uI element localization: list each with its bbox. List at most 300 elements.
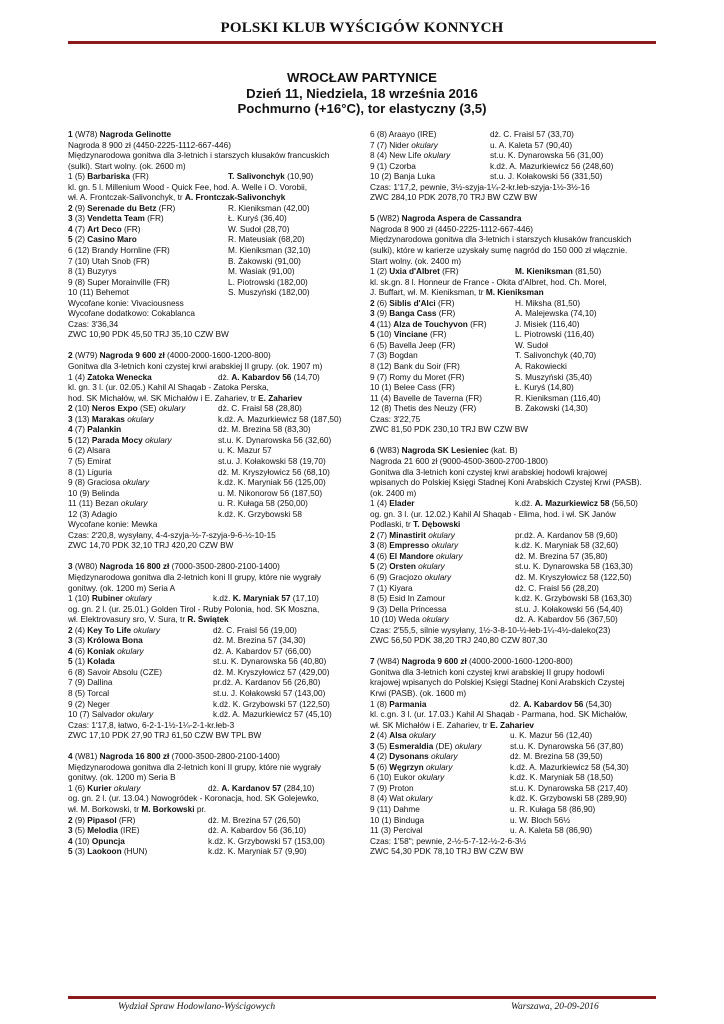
line-jockey: k.dż. A. Mazurkiewicz 58 (54,30): [510, 762, 629, 772]
line-text: 8 (5) Torcal: [68, 688, 110, 698]
line-text: ZWC 81,50 PDK 230,10 TRJ BW CZW BW: [370, 425, 529, 435]
line-jockey: pr.dż. A. Kardanov 58 (9,60): [515, 530, 618, 540]
line-jockey: H. Miksha (81,50): [515, 298, 581, 308]
line-jockey: k.dż. K. Grzybowski 58: [218, 509, 302, 519]
result-line: [68, 351, 358, 362]
result-line: [370, 162, 660, 173]
line-text: (sulki). Start wolny. (ok. 2600 m): [68, 161, 186, 171]
left-column: [68, 130, 358, 858]
line-text: 2 (7) Minastirit okulary: [370, 530, 455, 540]
line-jockey: dż. C. Fraisl 57 (33,70): [490, 130, 574, 139]
line-text: 9 (1) Czorba: [370, 161, 416, 171]
line-text: 3 (13) Marakas okulary: [68, 414, 154, 424]
line-jockey: dż. M. Kryszyłowicz 57 (429,00): [213, 667, 330, 677]
result-line: [370, 415, 660, 426]
line-jockey: k.dż. K. Maryniak 57 (17,10): [213, 594, 319, 604]
line-jockey: u. M. Nikonorow 56 (187,50): [218, 488, 323, 498]
line-text: 6 (2) Alsara: [68, 446, 111, 456]
line-text: 3 (W80) Nagroda 16 800 zł (7000-3500-2800-2100-1400): [68, 562, 280, 572]
line-jockey: st.u. K. Dynarowska 58 (217,40): [510, 783, 628, 793]
line-text: gonitwy. (ok. 1200 m) Seria A: [68, 583, 176, 593]
result-line: [68, 573, 358, 584]
result-line: [370, 489, 660, 500]
result-line: [370, 246, 660, 257]
line-text: 8 (1) Liguria: [68, 467, 113, 477]
result-line: [370, 700, 660, 711]
line-jockey: dż. A. Kardanov 57 (284,10): [208, 783, 315, 793]
line-text: 3 (8) Empresso okulary: [370, 541, 459, 551]
line-jockey: u. K. Mazur 57: [218, 446, 272, 456]
page-header-title: POLSKI KLUB WYŚCIGÓW KONNYCH: [220, 20, 504, 36]
line-jockey: u. K. Mazur 56 (12,40): [510, 731, 593, 741]
line-text: 8 (4) New Life okulary: [370, 151, 451, 161]
line-text: ZWC 56,50 PDK 38,20 TRJ 240,80 CZW 807,30: [370, 636, 548, 646]
line-text: 4 (6) Koniak okulary: [68, 646, 144, 656]
result-line: [370, 235, 660, 246]
result-line: [68, 489, 358, 500]
line-text: 10 (11) Behemot: [68, 288, 129, 298]
line-jockey: Ł. Kuryś (36,40): [228, 214, 287, 224]
line-jockey: k.dż. K. Grzybowski 57 (153,00): [208, 836, 325, 846]
result-line: [370, 615, 660, 626]
line-text: 5 (3) Laokoon (HUN): [68, 847, 148, 857]
result-line: [68, 731, 358, 742]
line-jockey: W. Sudoł (28,70): [228, 224, 290, 234]
result-line: [68, 668, 358, 679]
line-text: 10 (2) Banja Luka: [370, 172, 436, 182]
line-jockey: st.u. J. Kołakowski 56 (54,40): [515, 604, 623, 614]
right-column: [370, 130, 660, 858]
line-jockey: k.dż. A. Mazurkiewicz 57 (45,10): [213, 710, 332, 720]
line-text: Czas: 2'20,8, wysyłany, 4-4-szyja-½-7-szyja-9-6-½-10-15: [68, 530, 276, 540]
line-jockey: u. A. Kaleta 57 (90,40): [490, 140, 573, 150]
line-text: 10 (10) Weda okulary: [370, 615, 449, 625]
result-line: [68, 752, 358, 763]
result-line: [370, 478, 660, 489]
line-jockey: dż. A. Kabardov 57 (66,00): [213, 646, 312, 656]
result-line: [68, 257, 358, 268]
result-line: [370, 678, 660, 689]
result-line: [68, 183, 358, 194]
line-text: 6 (8) Savoir Absolu (CZE): [68, 667, 162, 677]
result-line: [370, 141, 660, 152]
line-jockey: st.u. K. Dynarowska 56 (40,80): [213, 657, 327, 667]
result-line: [370, 404, 660, 415]
line-text: Międzynarodowa gonitwa dla 2-letnich koni II grupy, które nie wygrały: [68, 762, 321, 772]
line-text: 8 (1) Buzyrys: [68, 267, 117, 277]
line-text: 10 (1) Belee Cass (FR): [370, 383, 455, 393]
line-text: Nagroda 8 900 zł (4450-2225-1112-667-446): [68, 140, 231, 150]
result-line: [68, 394, 358, 405]
result-line: [68, 615, 358, 626]
line-text: 2 (6) Siblis d'Alci (FR): [370, 298, 455, 308]
result-line: [68, 773, 358, 784]
result-line: [370, 394, 660, 405]
line-jockey: st.u. K. Dynarowska 56 (31,00): [490, 151, 604, 161]
line-text: 11 (4) Bavelle de Taverna (FR): [370, 393, 483, 403]
line-text: Międzynarodowa gonitwa dla 2-letnich koni II grupy, które nie wygrały: [68, 572, 321, 582]
result-line: [68, 278, 358, 289]
line-jockey: u. R. Kułaga 58 (250,00): [218, 499, 308, 509]
footer-department: Wydział Spraw Hodowlano-Wyścigowych: [118, 1002, 276, 1012]
result-line: [370, 784, 660, 795]
result-line: [370, 605, 660, 616]
result-line: [370, 562, 660, 573]
result-line: [370, 584, 660, 595]
line-jockey: B. Żakowski (91,00): [228, 256, 301, 266]
line-jockey: k.dż. A. Mazurkiewicz 56 (248,60): [490, 161, 614, 171]
result-line: [370, 288, 660, 299]
line-text: 8 (5) Esid In Zamour: [370, 594, 446, 604]
line-jockey: A. Malejewska (74,10): [515, 309, 597, 319]
line-text: 7 (W84) Nagroda 9 600 zł (4000-2000-1600-1200-800): [370, 657, 573, 667]
line-text: 6 (10) Eukor okulary: [370, 773, 445, 783]
result-line: [68, 626, 358, 637]
result-line: [68, 721, 358, 732]
line-text: 4 (7) Palankin: [68, 425, 122, 435]
line-text: 1 (2) Uxia d'Albret (FR): [370, 267, 459, 277]
line-text: kl. gn. 5 l. Millenium Wood - Quick Fee, hod. A. Welle i O. Vorobii,: [68, 182, 308, 192]
result-line: [370, 816, 660, 827]
line-text: J. Buffart, wł. M. Kieniksman, tr M. Kieniksman: [370, 288, 544, 298]
result-line: [370, 278, 660, 289]
line-jockey: dż. M. Kryszyłowicz 58 (122,50): [515, 572, 632, 582]
line-jockey: T. Salivonchyk (40,70): [515, 351, 597, 361]
line-text: 3 (9) Banga Cass (FR): [370, 309, 456, 319]
result-line: [68, 562, 358, 573]
line-jockey: k.dż. A. Mazurkiewicz 58 (187,50): [218, 414, 342, 424]
line-text: Czas: 3'36,34: [68, 319, 119, 329]
line-text: 4 (2) Dysonans okulary: [370, 752, 458, 762]
result-line: [370, 225, 660, 236]
result-line: [370, 763, 660, 774]
result-line: [370, 636, 660, 647]
result-line: [68, 373, 358, 384]
result-line: [68, 826, 358, 837]
line-text: 9 (3) Della Princessa: [370, 604, 447, 614]
result-line: [370, 214, 660, 225]
line-text: 2 (9) Serenade du Betz (FR): [68, 203, 176, 213]
result-line: [370, 351, 660, 362]
result-line: [68, 763, 358, 774]
line-text: 2 (10) Neros Expo (SE) okulary: [68, 404, 186, 414]
line-text: 9 (7) Romy du Moret (FR): [370, 372, 465, 382]
line-text: Wycofane konie: Vivaciousness: [68, 298, 184, 308]
result-line: [68, 520, 358, 531]
line-text: Czas: 1'17,2, pewnie, 3½-szyja-1¼-2-kr.łeb-szyja-1½-3½-16: [370, 182, 590, 192]
line-text: 9 (8) Super Morainville (FR): [68, 277, 170, 287]
result-line: [68, 225, 358, 236]
result-line: [370, 594, 660, 605]
result-line: [370, 183, 660, 194]
line-text: 9 (8) Graciosa okulary: [68, 478, 150, 488]
result-line: [68, 130, 358, 141]
line-text: 5 (6) Węgrzyn okulary: [370, 762, 453, 772]
line-text: 9 (2) Neger: [68, 699, 110, 709]
result-line: [370, 731, 660, 742]
line-text: Międzynarodowa gonitwa dla 3-letnich i starszych kłusaków francuskich: [68, 151, 330, 161]
result-line: [68, 288, 358, 299]
result-line: [370, 468, 660, 479]
result-line: [68, 172, 358, 183]
result-line: [370, 257, 660, 268]
result-line: [68, 204, 358, 215]
result-line: [68, 425, 358, 436]
result-line: [68, 541, 358, 552]
result-line: [68, 478, 358, 489]
result-line: [68, 794, 358, 805]
result-line: [370, 373, 660, 384]
result-line: [370, 531, 660, 542]
line-text: 1 (6) Kurier okulary: [68, 783, 141, 793]
line-jockey: R. Mateusiak (68,20): [228, 235, 305, 245]
line-text: 6 (9) Gracjozo okulary: [370, 572, 452, 582]
line-text: 5 (1) Kolada: [68, 657, 115, 667]
line-jockey: u. A. Kaleta 58 (86,90): [510, 826, 593, 836]
result-line: [68, 636, 358, 647]
line-text: 8 (12) Bank du Soir (FR): [370, 362, 460, 372]
spacer: [68, 552, 358, 563]
line-text: Czas: 1'58"; pewnie, 2-½-5-7-12-½-2-6-3½: [370, 836, 527, 846]
line-text: 5 (12) Parada Mocy okulary: [68, 435, 172, 445]
result-line: [68, 151, 358, 162]
line-text: 7 (9) Dallina: [68, 678, 113, 688]
result-line: [370, 710, 660, 721]
line-text: 11 (3) Percival: [370, 826, 423, 836]
line-jockey: dż. C. Fraisl 58 (28,80): [218, 404, 302, 414]
line-text: 2 (4) Key To Life okulary: [68, 625, 161, 635]
line-text: 5 (2) Orsten okulary: [370, 562, 445, 572]
line-text: Podlaski, tr T. Dębowski: [370, 520, 461, 530]
result-line: [68, 531, 358, 542]
result-line: [68, 415, 358, 426]
line-text: 2 (W79) Nagroda 9 600 zł (4000-2000-1600-1200-800): [68, 351, 271, 361]
line-text: wł. A. Frontczak-Salivonchyk, tr A. Frontczak-Salivonchyk: [68, 193, 286, 203]
result-line: [68, 457, 358, 468]
line-text: ZWC 284,10 PDK 2078,70 TRJ BW CZW BW: [370, 193, 538, 203]
result-line: [370, 626, 660, 637]
result-line: [68, 510, 358, 521]
result-line: [370, 752, 660, 763]
result-line: [68, 436, 358, 447]
result-line: [68, 837, 358, 848]
line-jockey: dż. A. Kabardov 56 (367,50): [515, 615, 618, 625]
line-text: 4 (6) El Mandore okulary: [370, 551, 463, 561]
line-text: (sulki), które w karierze uzyskały sumę nagród do 150 000 zł włącznie.: [370, 246, 628, 256]
spacer: [370, 647, 660, 658]
line-text: Nagroda 21 600 zł (9000-4500-3600-2700-1800): [370, 456, 548, 466]
line-text: 2 (9) Pipasol (FR): [68, 815, 136, 825]
result-line: [68, 235, 358, 246]
result-line: [370, 267, 660, 278]
result-line: [68, 594, 358, 605]
line-jockey: Ł. Kuryś (14,80): [515, 383, 574, 393]
result-line: [68, 320, 358, 331]
meeting-date: Dzień 11, Niedziela, 18 września 2016: [246, 85, 478, 101]
line-text: ZWC 10,90 PDK 45,50 TRJ 35,10 CZW BW: [68, 330, 229, 340]
result-line: [68, 468, 358, 479]
footer-date: Warszawa, 20-09-2016: [511, 1002, 599, 1012]
result-line: [68, 710, 358, 721]
result-line: [370, 330, 660, 341]
line-text: 3 (5) Melodia (IRE): [68, 826, 140, 836]
result-line: [68, 805, 358, 816]
line-text: Gonitwa dla 3-letnich koni czystej krwi arabskiej hodowli krajowej: [370, 467, 608, 477]
result-line: [370, 520, 660, 531]
line-text: gonitwy. (ok. 1200 m) Seria B: [68, 773, 176, 783]
line-text: Start wolny. (ok. 2400 m): [370, 256, 462, 266]
result-line: [370, 309, 660, 320]
line-text: 4 (11) Alza de Touchyvon (FR): [370, 319, 487, 329]
result-line: [370, 172, 660, 183]
result-line: [68, 214, 358, 225]
result-line: [370, 805, 660, 816]
result-line: [68, 584, 358, 595]
line-jockey: dż. A. Kabardov 56 (54,30): [510, 699, 612, 709]
line-text: og. gn. 2 l. (ur. 25.01.) Golden Tirol - Ruby Polonia, hod. SK Moszna,: [68, 604, 320, 614]
result-line: [68, 404, 358, 415]
line-text: wł. Elektrovasury sro, V. Sura, tr R. Świątek: [68, 615, 229, 625]
line-jockey: W. Sudoł: [515, 340, 549, 350]
line-text: 2 (4) Alsa okulary: [370, 731, 436, 741]
result-line: [370, 668, 660, 679]
result-line: [68, 141, 358, 152]
line-jockey: dż. A. Kabardov 56 (36,10): [208, 826, 307, 836]
line-text: Czas: 1'17,8, łatwo, 6-2-1-1½-1¼-2-1-kr.łeb-3: [68, 720, 235, 730]
line-text: 1 (10) Rubiner okulary: [68, 594, 152, 604]
line-text: kl. c.gn. 3 l. (ur. 17.03.) Kahil Al Shaqab - Parmana, hod. SK Michałów,: [370, 710, 628, 720]
line-jockey: L. Piotrowski (182,00): [228, 277, 308, 287]
line-text: Krwi (PASB). (ok. 1600 m): [370, 688, 467, 698]
line-text: 7 (1) Kiyara: [370, 583, 413, 593]
line-text: 3 (3) Vendetta Team (FR): [68, 214, 164, 224]
line-jockey: M. Wasiak (91,00): [228, 267, 295, 277]
line-text: og. gn. 3 l. (ur. 12.02.) Kahil Al Shaqab - Elima, hod. i wł. SK Janów: [370, 509, 616, 519]
line-jockey: k.dż. K. Maryniak 58 (18,50): [510, 773, 614, 783]
line-text: 7 (5) Emirat: [68, 456, 112, 466]
line-text: Wycofane konie: Mewka: [68, 520, 158, 530]
result-line: [370, 794, 660, 805]
line-text: 8 (4) Wat okulary: [370, 794, 433, 804]
result-line: [68, 678, 358, 689]
result-line: [68, 499, 358, 510]
result-line: [68, 847, 358, 858]
meeting-title: [0, 70, 724, 117]
line-jockey: dż. C. Fraisl 56 (19,00): [213, 625, 297, 635]
result-line: [68, 784, 358, 795]
result-line: [68, 689, 358, 700]
meeting-conditions: Pochmurno (+16°C), tor elastyczny (3,5): [237, 101, 487, 116]
result-line: [68, 605, 358, 616]
spacer: [68, 742, 358, 753]
line-text: 3 (5) Esmeraldia (DE) okulary: [370, 741, 482, 751]
line-text: wł. M. Borkowski, tr M. Borkowski pr.: [68, 805, 206, 814]
line-text: 5 (W82) Nagroda Aspera de Cassandra: [370, 214, 522, 224]
line-text: 5 (10) Vinciane (FR): [370, 330, 447, 340]
line-text: 7 (9) Proton: [370, 783, 414, 793]
line-jockey: st.u. J. Kołakowski 58 (19,70): [218, 456, 326, 466]
result-line: [68, 267, 358, 278]
line-text: (ok. 2400 m): [370, 488, 417, 498]
line-jockey: dż. A. Kabardov 56 (14,70): [218, 372, 320, 382]
line-text: 12 (8) Thetis des Neuzy (FR): [370, 404, 477, 414]
result-line: [68, 657, 358, 668]
line-jockey: st.u. K. Dynarowska 56 (32,60): [218, 435, 332, 445]
line-jockey: T. Salivonchyk (10,90): [228, 172, 314, 182]
line-jockey: k.dż. K. Maryniak 56 (125,00): [218, 478, 326, 488]
line-text: kl. gn. 3 l. (ur. 02.05.) Kahil Al Shaqab - Zatoka Perska,: [68, 383, 269, 393]
spacer: [68, 341, 358, 352]
line-text: 7 (10) Utah Snob (FR): [68, 256, 150, 266]
result-line: [370, 425, 660, 436]
line-jockey: st.u. J. Kołakowski 57 (143,00): [213, 688, 326, 698]
result-line: [68, 362, 358, 373]
line-text: hod. SK Michałów, wł. SK Michałów i E. Zahariev, tr E. Zahariev: [68, 393, 303, 403]
line-jockey: k.dż. K. Grzybowski 58 (289,90): [510, 794, 627, 804]
result-line: [370, 742, 660, 753]
result-line: [370, 847, 660, 858]
line-text: og. gn. 2 l. (ur. 13.04.) Nowogródek - Koronacja, hod. SK Golejewko,: [68, 794, 319, 804]
line-jockey: st.u. J. Kołakowski 56 (331,50): [490, 172, 603, 182]
header-rule: [68, 41, 656, 44]
result-line: [68, 330, 358, 341]
line-text: wpisanych do Polskiej Księgi Stadnej Koni Arabskich Czystej Krwi (PASB).: [370, 478, 642, 488]
line-text: 6 (W83) Nagroda SK Lesieniec (kat. B): [370, 446, 518, 456]
line-jockey: M. Kieniksman (32,10): [228, 246, 311, 256]
line-text: 3 (3) Królowa Bona: [68, 636, 143, 646]
line-text: 6 (5) Bavella Jeep (FR): [370, 340, 456, 350]
result-line: [370, 689, 660, 700]
line-text: 4 (W81) Nagroda 16 800 zł (7000-3500-2800-2100-1400): [68, 752, 280, 762]
result-line: [370, 299, 660, 310]
line-text: Gonitwa dla 3-letnich koni czystej krwi arabskiej II grupy. (ok. 1907 m): [68, 362, 323, 372]
line-jockey: B. Żakowski (14,30): [515, 404, 588, 414]
result-line: [370, 499, 660, 510]
line-text: wł. SK Michałów i E. Zahariev, tr E. Zahariev: [370, 720, 534, 730]
footer-rule: [68, 996, 656, 999]
result-line: [370, 383, 660, 394]
line-jockey: L. Piotrowski (116,40): [515, 330, 595, 340]
result-line: [370, 721, 660, 732]
line-text: 7 (3) Bogdan: [370, 351, 418, 361]
line-jockey: dż. M. Kryszyłowicz 56 (68,10): [218, 467, 330, 477]
result-line: [68, 700, 358, 711]
line-jockey: J. Misiek (116,40): [515, 319, 580, 329]
result-line: [370, 837, 660, 848]
result-line: [68, 446, 358, 457]
line-text: ZWC 17,10 PDK 27,90 TRJ 61,50 CZW BW TPL BW: [68, 731, 262, 741]
spacer: [370, 436, 660, 447]
result-line: [370, 657, 660, 668]
line-jockey: k.dż. K. Maryniak 57 (9,90): [208, 847, 307, 857]
result-line: [68, 647, 358, 658]
result-line: [68, 193, 358, 204]
line-text: 7 (7) Nider okulary: [370, 140, 438, 150]
line-jockey: dż. M. Brezina 57 (34,30): [213, 636, 306, 646]
result-line: [370, 573, 660, 584]
line-jockey: S. Muszyński (35,40): [515, 372, 593, 382]
line-jockey: dż. M. Brezina 58 (83,30): [218, 425, 311, 435]
line-text: 10 (9) Belinda: [68, 488, 120, 498]
line-jockey: R. Kieniksman (116,40): [515, 393, 601, 403]
line-text: Wycofane dodatkowo: Cokablanca: [68, 309, 195, 319]
line-text: Czas: 2'55,5, silnie wysyłany, 1½-3-8-10-½-łeb-1¼-4½-daleko(23): [370, 625, 611, 635]
line-text: 1 (W78) Nagroda Gelinotte: [68, 130, 172, 139]
result-line: [370, 457, 660, 468]
line-jockey: k.dż. K. Grzybowski 58 (163,30): [515, 594, 632, 604]
result-line: [370, 320, 660, 331]
result-line: [370, 446, 660, 457]
